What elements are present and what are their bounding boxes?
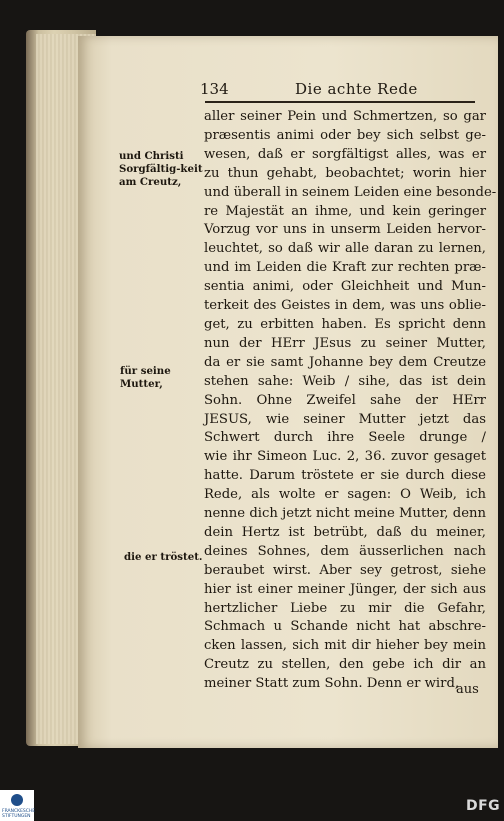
- text-line: leuchtet, so daß wir alle daran zu lernen,: [204, 241, 486, 257]
- page-number: 134: [200, 80, 229, 98]
- text-line: da er sie samt Johanne bey dem Creutze: [204, 354, 486, 370]
- text-line: Schwert durch ihre Seele drunge /: [204, 430, 486, 446]
- text-line: hertzlicher Liebe zu mir die Gefahr,: [204, 600, 486, 616]
- text-line: get, zu erbitten haben. Es spricht denn: [204, 316, 486, 332]
- text-line: re Majestät an ihme, und kein geringer: [204, 203, 486, 219]
- header-rule: [205, 101, 475, 103]
- text-line: Schmach u Schande nicht hat abschre-: [204, 619, 486, 635]
- margin-note: und Christi Sorgfältig-keit am Creutz,: [119, 150, 203, 188]
- margin-note: für seine Mutter,: [120, 365, 171, 390]
- logo-text: FRANCKESCHE STIFTUNGEN: [2, 809, 36, 819]
- text-line: cken lassen, sich mit dir hieher bey mein: [204, 638, 486, 654]
- text-line: meiner Statt zum Sohn. Denn er wird,: [204, 676, 460, 692]
- text-line: wie ihr Simeon Luc. 2, 36. zuvor gesaget: [204, 449, 486, 465]
- text-line: Sohn. Ohne Zweifel sahe der HErr: [204, 392, 486, 408]
- text-line: terkeit des Geistes in dem, was uns oblie-: [204, 298, 486, 314]
- institution-logo: [0, 790, 34, 821]
- catchword: aus: [456, 682, 479, 697]
- body-text: [204, 108, 497, 694]
- text-line: zu thun gehabt, beobachtet; worin hier: [204, 165, 486, 181]
- text-line: und überall in seinem Leiden eine besonde-: [204, 184, 497, 200]
- text-line: stehen sahe: Weib / sihe, das ist dein: [204, 373, 486, 389]
- text-line: nun der HErr JEsus zu seiner Mutter,: [204, 335, 486, 351]
- text-line: dein Hertz ist betrübt, daß du meiner,: [204, 524, 486, 540]
- text-line: wesen, daß er sorgfältigst alles, was er: [204, 146, 486, 162]
- text-line: præsentis animi oder bey sich selbst ge-: [204, 127, 486, 143]
- text-line: nenne dich jetzt nicht meine Mutter, denn: [204, 506, 486, 522]
- text-line: hier ist einer meiner Jünger, der sich aus: [204, 581, 486, 597]
- dfg-logo: DFG: [466, 798, 501, 814]
- text-line: JESUS, wie seiner Mutter jetzt das: [204, 411, 486, 427]
- text-line: hatte. Darum tröstete er sie durch diese: [204, 468, 486, 484]
- margin-note: die er tröstet.: [124, 551, 203, 563]
- logo-mark-icon: [11, 794, 23, 806]
- page-header: [200, 80, 470, 102]
- text-line: und im Leiden die Kraft zur rechten præ-: [204, 260, 486, 276]
- running-title: Die achte Rede: [295, 80, 418, 98]
- text-line: Creutz zu stellen, den gebe ich dir an: [204, 657, 486, 673]
- text-line: sentia animi, oder Gleichheit und Mun-: [204, 279, 486, 295]
- text-line: beraubet wirst. Aber sey getrost, siehe: [204, 562, 486, 578]
- text-line: Rede, als wolte er sagen: O Weib, ich: [204, 487, 486, 503]
- text-line: Vorzug vor uns in unserm Leiden hervor-: [204, 222, 486, 238]
- text-line: aller seiner Pein und Schmertzen, so gar: [204, 109, 486, 124]
- text-line: deines Sohnes, dem äusserlichen nach: [204, 543, 486, 559]
